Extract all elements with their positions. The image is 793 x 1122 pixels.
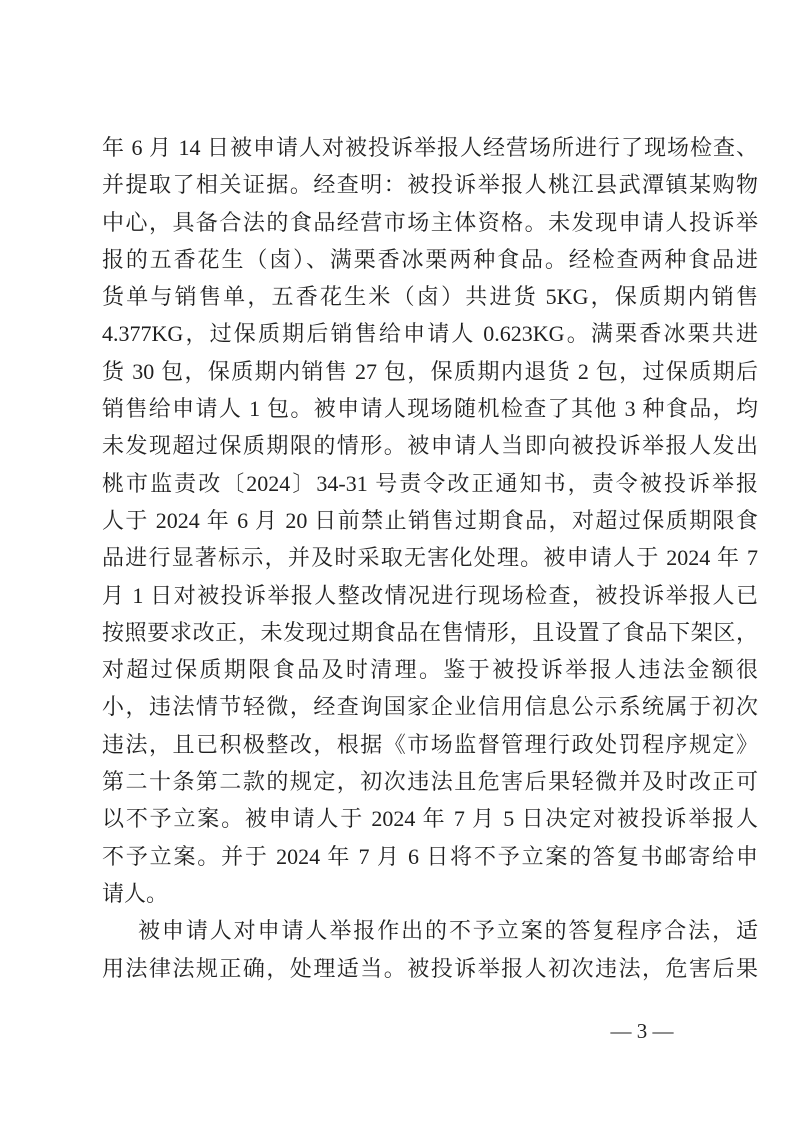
text-line: 用法律法规正确，处理适当。被投诉举报人初次违法，危害后果 <box>102 955 758 981</box>
text-line: 并提取了相关证据。经查明：被投诉举报人桃江县武潭镇某购物 <box>102 172 758 198</box>
page-number: — 3 — <box>610 1019 674 1043</box>
text-line: 年 6 月 14 日被申请人对被投诉举报人经营场所进行了现场检查、 <box>102 135 758 160</box>
text-line: 对超过保质期限食品及时清理。鉴于被投诉举报人违法金额很 <box>102 657 758 683</box>
text-line: 4.377KG，过保质期后销售给申请人 0.623KG。满栗香冰栗共进 <box>102 321 758 347</box>
text-line: 报的五香花生（卤）、满栗香冰栗两种食品。经检查两种食品进 <box>102 246 758 272</box>
text-line-paragraph-start: 被申请人对申请人举报作出的不予立案的答复程序合法，适 <box>138 918 758 944</box>
text-line: 第二十条第二款的规定，初次违法且危害后果轻微并及时改正可 <box>102 769 758 795</box>
text-line: 品进行显著标示，并及时采取无害化处理。被申请人于 2024 年 7 <box>102 545 758 571</box>
text-line: 违法，且已积极整改，根据《市场监督管理行政处罚程序规定》 <box>102 731 758 757</box>
text-line: 销售给申请人 1 包。被申请人现场随机检查了其他 3 种食品，均 <box>102 396 758 422</box>
text-line: 按照要求改正，未发现过期食品在售情形，且设置了食品下架区， <box>102 619 758 645</box>
text-line-paragraph-end: 请人。 <box>102 880 169 906</box>
text-line: 以不予立案。被申请人于 2024 年 7 月 5 日决定对被投诉举报人 <box>102 806 758 832</box>
text-line: 人于 2024 年 6 月 20 日前禁止销售过期食品，对超过保质期限食 <box>102 507 758 533</box>
text-line: 月 1 日对被投诉举报人整改情况进行现场检查，被投诉举报人已 <box>102 582 758 608</box>
text-line: 不予立案。并于 2024 年 7 月 6 日将不予立案的答复书邮寄给申 <box>102 843 758 869</box>
text-line: 未发现超过保质期限的情形。被申请人当即向被投诉举报人发出 <box>102 433 758 459</box>
text-line: 桃市监责改〔2024〕34-31 号责令改正通知书，责令被投诉举报 <box>102 470 758 496</box>
text-line: 货 30 包，保质期内销售 27 包，保质期内退货 2 包，过保质期后 <box>102 358 758 384</box>
text-line: 小，违法情节轻微，经查询国家企业信用信息公示系统属于初次 <box>102 694 758 720</box>
text-line: 中心，具备合法的食品经营市场主体资格。未发现申请人投诉举 <box>102 209 758 235</box>
text-line: 货单与销售单，五香花生米（卤）共进货 5KG，保质期内销售 <box>102 284 758 310</box>
document-text-block <box>102 129 758 987</box>
